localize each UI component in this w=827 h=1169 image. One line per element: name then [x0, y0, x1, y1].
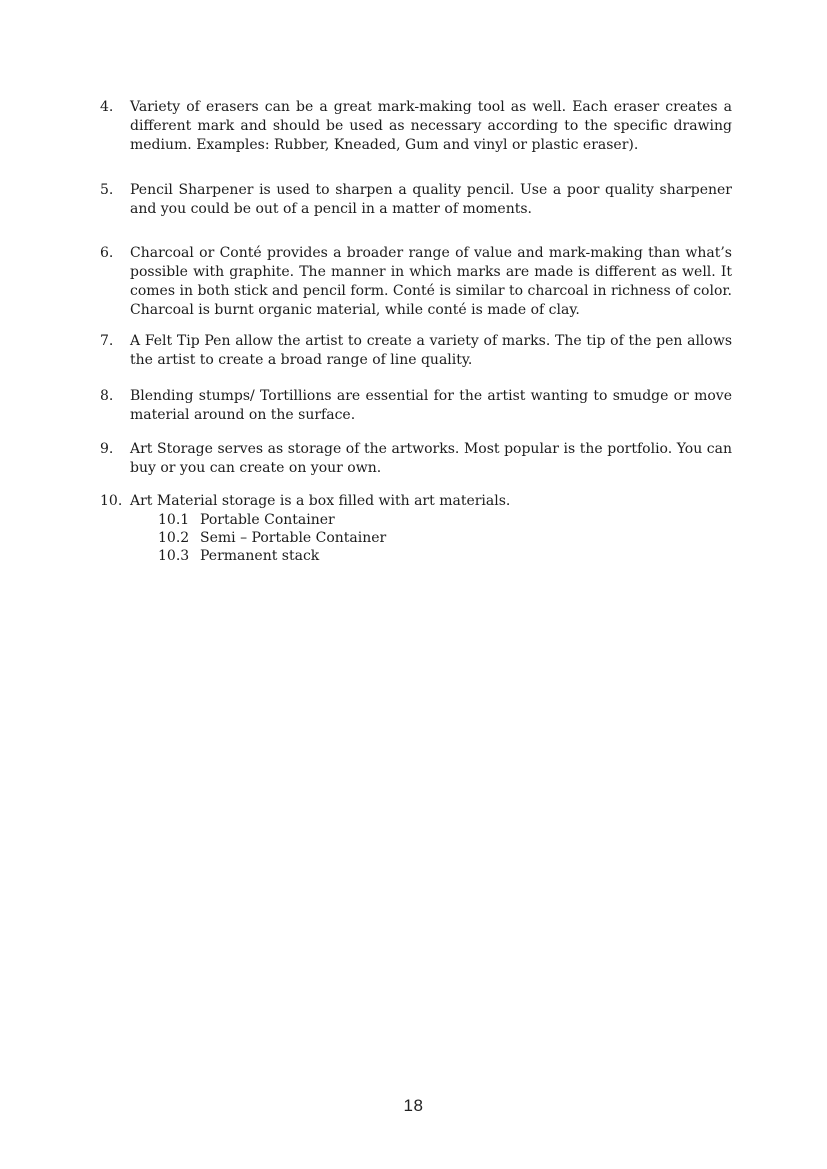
list-item-text: Blending stumps/ Tortillions are essential for the artist wanting to smudge or move material around on the surface.: [130, 388, 732, 423]
list-item: [100, 244, 732, 320]
sub-list-item: [158, 512, 732, 529]
list-item-text: Variety of erasers can be a great mark-making tool as well. Each eraser creates a different mark and should be used as necessary according to the specific drawing medium. Examples: Rubber, Kneaded, Gum and vinyl or plastic eraser).: [130, 99, 732, 153]
list-item: [100, 181, 732, 219]
list-item-number: 5.: [100, 182, 114, 198]
list-item: [100, 332, 732, 370]
sub-list-item-number: 10.3: [158, 548, 190, 564]
list-item-text: Art Material storage is a box filled with art materials.: [130, 493, 511, 509]
sub-list-item-text: Portable Container: [200, 512, 335, 528]
list-item-text: Charcoal or Conté provides a broader range of value and mark-making than what’s possible with graphite. The manner in which marks are made is different as well. It comes in both stick and pencil form. Conté is similar to charcoal in richness of color. Charcoal is burnt organic material, while conté is made of clay.: [130, 245, 732, 318]
sub-list-item-text: Semi – Portable Container: [200, 530, 387, 546]
list-item-text: Pencil Sharpener is used to sharpen a quality pencil. Use a poor quality sharpener and you could be out of a pencil in a matter of moments.: [130, 182, 732, 217]
page-number: 18: [403, 1096, 424, 1115]
list-item-number: 8.: [100, 388, 114, 404]
page-content: [100, 98, 732, 565]
list-item-number: 7.: [100, 333, 114, 349]
list-item-text: A Felt Tip Pen allow the artist to create a variety of marks. The tip of the pen allows the artist to create a broad range of line quality.: [130, 333, 732, 368]
list-item-body: [130, 492, 732, 565]
list-item: [100, 492, 732, 565]
sub-list-item-number: 10.1: [158, 512, 190, 528]
list-item-number: 10.: [100, 493, 123, 509]
list-item-number: 9.: [100, 441, 114, 457]
sub-list-item: [158, 548, 732, 565]
sub-list-item: [158, 530, 732, 547]
sub-list-item-number: 10.2: [158, 530, 190, 546]
list-item-number: 6.: [100, 245, 114, 261]
sub-list-item-text: Permanent stack: [200, 548, 320, 564]
list-item: [100, 387, 732, 425]
list-item: [100, 440, 732, 478]
list-item-number: 4.: [100, 99, 114, 115]
list-item-text: Art Storage serves as storage of the artworks. Most popular is the portfolio. You can buy or you can create on your own.: [130, 441, 732, 476]
list-item: [100, 98, 732, 155]
